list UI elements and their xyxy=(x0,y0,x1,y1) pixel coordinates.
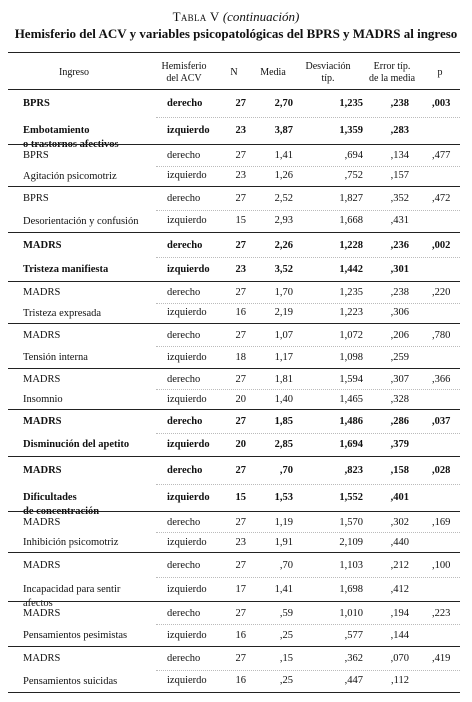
n-cell: 27 xyxy=(235,287,246,298)
table-group xyxy=(8,647,460,692)
n-cell: 20 xyxy=(235,394,246,405)
n-cell: 23 xyxy=(235,537,246,548)
media-cell: 2,85 xyxy=(274,439,293,450)
media-cell: 1,19 xyxy=(274,517,293,528)
error-cell: ,286 xyxy=(390,416,409,427)
variable-name: Inhibición psicomotriz xyxy=(23,537,119,548)
desviacion-cell: 1,010 xyxy=(339,608,363,619)
hemisphere-cell: derecho xyxy=(167,465,203,476)
variable-name: Embotamiento o trastornos afectivos xyxy=(23,125,119,150)
hemisphere-cell: izquierdo xyxy=(167,170,207,181)
n-cell: 27 xyxy=(235,560,246,571)
hemisphere-cell: izquierdo xyxy=(167,215,207,226)
header-media: Media xyxy=(260,67,286,78)
header-error-line1: Error típ. xyxy=(373,61,411,72)
table-caption xyxy=(0,9,472,24)
media-cell: 1,41 xyxy=(274,150,293,161)
desviacion-cell: 1,228 xyxy=(339,240,363,251)
variable-name: Pensamientos suicidas xyxy=(23,675,118,687)
row-separator xyxy=(156,624,460,625)
n-cell: 27 xyxy=(235,608,246,619)
hemisphere-cell: derecho xyxy=(167,240,203,251)
header-hemisferio xyxy=(152,58,216,88)
header-desviacion-line2: típ. xyxy=(321,73,335,84)
scale-name: MADRS xyxy=(23,560,61,571)
continuation-note: (continuación) xyxy=(222,9,300,24)
media-cell: 1,91 xyxy=(274,537,293,548)
desviacion-cell: 1,552 xyxy=(339,492,363,503)
variable-name: Tristeza manifiesta xyxy=(23,264,109,275)
hemisphere-cell: derecho xyxy=(167,517,201,528)
hemisphere-cell: izquierdo xyxy=(167,264,210,275)
variable-name: Pensamientos pesimistas xyxy=(23,630,128,641)
hemisphere-cell: izquierdo xyxy=(167,352,207,363)
variable-label xyxy=(23,464,99,518)
error-cell: ,307 xyxy=(390,374,409,385)
p-value-cell: ,037 xyxy=(432,416,451,427)
error-cell: ,431 xyxy=(390,215,409,226)
table-title: Hemisferio del ACV y variables psicopatológicas del BPRS y MADRS al ingreso xyxy=(14,26,458,41)
variable-label xyxy=(23,239,108,277)
scale-name: BPRS xyxy=(23,98,50,109)
hemisphere-cell: derecho xyxy=(167,193,201,204)
header-error-line2: de la media xyxy=(368,73,416,84)
row-separator xyxy=(156,670,460,671)
hemisphere-cell: derecho xyxy=(167,150,201,161)
n-cell: 16 xyxy=(235,675,246,686)
desviacion-cell: 1,465 xyxy=(339,394,363,405)
error-cell: ,306 xyxy=(390,307,409,318)
error-cell: ,134 xyxy=(390,150,409,161)
hemisphere-cell: izquierdo xyxy=(167,630,207,641)
hemisphere-cell: izquierdo xyxy=(167,394,207,405)
desviacion-cell: ,752 xyxy=(344,170,363,181)
desviacion-cell: 1,359 xyxy=(339,125,363,136)
error-cell: ,352 xyxy=(390,193,409,204)
media-cell: 2,26 xyxy=(274,240,293,251)
hemisphere-cell: izquierdo xyxy=(167,492,210,503)
row-separator xyxy=(156,346,460,347)
row-separator xyxy=(156,484,460,485)
scale-name: MADRS xyxy=(23,517,61,528)
desviacion-cell: ,577 xyxy=(344,630,363,641)
scale-name: MADRS xyxy=(23,287,61,298)
table-group xyxy=(8,553,460,609)
hemisphere-cell: izquierdo xyxy=(167,584,207,595)
table-group xyxy=(8,324,460,368)
n-cell: 27 xyxy=(235,465,246,476)
variable-name: Agitación psicomotriz xyxy=(23,170,117,182)
p-value-cell: ,472 xyxy=(432,193,451,204)
p-value-cell: ,477 xyxy=(432,150,451,161)
variable-name: Tensión interna xyxy=(23,352,88,363)
n-cell: 16 xyxy=(235,630,246,641)
hemisphere-cell: derecho xyxy=(167,416,203,427)
table-label: Tabla V xyxy=(172,9,220,24)
n-cell: 17 xyxy=(235,584,246,595)
header-error xyxy=(360,58,424,88)
hemisphere-cell: derecho xyxy=(167,560,201,571)
hemisphere-cell: derecho xyxy=(167,330,201,341)
top-rule xyxy=(8,52,460,53)
n-cell: 27 xyxy=(235,330,246,341)
table-group xyxy=(8,410,460,456)
variable-label xyxy=(23,373,63,407)
desviacion-cell: 1,442 xyxy=(339,264,363,275)
variable-label xyxy=(23,516,118,550)
n-cell: 20 xyxy=(235,439,246,450)
media-cell: 2,52 xyxy=(274,193,293,204)
n-cell: 23 xyxy=(235,125,246,136)
desviacion-cell: 1,570 xyxy=(339,517,363,528)
header-p: p xyxy=(437,67,443,78)
media-cell: ,70 xyxy=(279,560,293,571)
desviacion-cell: 1,694 xyxy=(339,439,363,450)
n-cell: 27 xyxy=(235,240,246,251)
n-cell: 27 xyxy=(235,416,246,427)
media-cell: 1,53 xyxy=(274,492,293,503)
n-cell: 18 xyxy=(235,352,246,363)
desviacion-cell: 1,235 xyxy=(339,98,363,109)
table-group xyxy=(8,90,460,150)
header-desviacion xyxy=(296,58,360,88)
variable-name: Desorientación y confusión xyxy=(23,215,139,227)
n-cell: 27 xyxy=(235,193,246,204)
scale-name: MADRS xyxy=(23,416,62,427)
error-cell: ,440 xyxy=(390,537,409,548)
error-cell: ,194 xyxy=(390,608,409,619)
hemisphere-cell: derecho xyxy=(167,98,203,109)
variable-label xyxy=(23,329,88,365)
variable-label xyxy=(23,415,129,452)
media-cell: 2,19 xyxy=(274,307,293,318)
n-cell: 27 xyxy=(235,98,246,109)
table-group xyxy=(8,369,460,409)
table-group xyxy=(8,233,460,281)
hemisphere-cell: derecho xyxy=(167,287,201,298)
hemisphere-cell: izquierdo xyxy=(167,307,207,318)
error-cell: ,212 xyxy=(390,560,409,571)
media-cell: 1,40 xyxy=(274,394,293,405)
p-value-cell: ,780 xyxy=(432,330,451,341)
hemisphere-cell: izquierdo xyxy=(167,537,207,548)
table-group xyxy=(8,282,460,323)
error-cell: ,206 xyxy=(390,330,409,341)
variable-name: Tristeza expresada xyxy=(23,307,102,319)
hemisphere-cell: derecho xyxy=(167,653,201,664)
media-cell: 1,07 xyxy=(274,330,293,341)
p-value-cell: ,366 xyxy=(432,374,451,385)
row-separator xyxy=(156,210,460,211)
error-cell: ,112 xyxy=(391,675,409,686)
n-cell: 27 xyxy=(235,150,246,161)
desviacion-cell: 1,072 xyxy=(339,330,363,341)
variable-name: Incapacidad para sentir afectos xyxy=(23,584,121,609)
scale-name: MADRS xyxy=(23,374,61,385)
table-group xyxy=(8,187,460,232)
header-ingreso: Ingreso xyxy=(59,67,89,78)
error-cell: ,302 xyxy=(390,517,409,528)
desviacion-cell: 1,594 xyxy=(339,374,363,385)
error-cell: ,236 xyxy=(390,240,409,251)
row-separator xyxy=(156,389,460,390)
error-cell: ,158 xyxy=(390,465,409,476)
error-cell: ,070 xyxy=(390,653,409,664)
media-cell: 2,93 xyxy=(274,215,293,226)
error-cell: ,238 xyxy=(390,287,409,298)
error-cell: ,301 xyxy=(390,264,409,275)
p-value-cell: ,419 xyxy=(432,653,451,664)
desviacion-cell: ,447 xyxy=(344,675,363,686)
desviacion-cell: ,362 xyxy=(344,653,363,664)
p-value-cell: ,002 xyxy=(432,240,451,251)
n-cell: 27 xyxy=(235,653,246,664)
header-hemisferio-line1: Hemisferio xyxy=(161,61,207,72)
table-group xyxy=(8,145,460,186)
variable-label xyxy=(23,652,117,688)
media-cell: 3,87 xyxy=(274,125,293,136)
scale-name: MADRS xyxy=(23,653,61,664)
error-cell: ,401 xyxy=(390,492,409,503)
desviacion-cell: 2,109 xyxy=(339,537,363,548)
media-cell: ,15 xyxy=(279,653,293,664)
error-cell: ,144 xyxy=(390,630,409,641)
desviacion-cell: 1,486 xyxy=(339,416,363,427)
desviacion-cell: ,694 xyxy=(344,150,363,161)
row-separator xyxy=(156,433,460,434)
header-n: N xyxy=(230,67,238,78)
row-separator xyxy=(156,303,460,304)
hemisphere-cell: izquierdo xyxy=(167,125,210,136)
header-desviacion-line1: Desviación xyxy=(305,61,351,72)
header-hemisferio-line2: del ACV xyxy=(166,73,202,84)
scale-name: BPRS xyxy=(23,193,49,204)
row-separator xyxy=(156,532,460,533)
n-cell: 15 xyxy=(235,215,246,226)
desviacion-cell: 1,827 xyxy=(339,193,363,204)
desviacion-cell: ,823 xyxy=(344,465,363,476)
variable-label xyxy=(23,607,127,643)
error-cell: ,238 xyxy=(390,98,409,109)
scale-name: MADRS xyxy=(23,330,61,341)
row-separator xyxy=(156,577,460,578)
n-cell: 23 xyxy=(235,170,246,181)
error-cell: ,328 xyxy=(390,394,409,405)
media-cell: 1,70 xyxy=(274,287,293,298)
table-group xyxy=(8,512,460,552)
variable-label xyxy=(23,97,119,151)
variable-name: Dificultades de concentración xyxy=(23,492,100,517)
media-cell: 1,17 xyxy=(274,352,293,363)
desviacion-cell: 1,223 xyxy=(339,307,363,318)
table-group xyxy=(8,457,460,517)
desviacion-cell: 1,698 xyxy=(339,584,363,595)
desviacion-cell: 1,103 xyxy=(339,560,363,571)
hemisphere-cell: izquierdo xyxy=(167,439,210,450)
scale-name: MADRS xyxy=(23,240,62,251)
error-cell: ,379 xyxy=(390,439,409,450)
n-cell: 27 xyxy=(235,374,246,385)
p-value-cell: ,220 xyxy=(432,287,451,298)
variable-name: Insomnio xyxy=(23,394,63,405)
variable-name: Disminución del apetito xyxy=(23,439,130,450)
row-separator xyxy=(156,166,460,167)
p-value-cell: ,003 xyxy=(432,98,451,109)
table-group xyxy=(8,602,460,646)
hemisphere-cell: derecho xyxy=(167,374,201,385)
media-cell: ,59 xyxy=(279,608,293,619)
p-value-cell: ,100 xyxy=(432,560,451,571)
variable-label xyxy=(23,286,101,320)
hemisphere-cell: derecho xyxy=(167,608,201,619)
error-cell: ,259 xyxy=(390,352,409,363)
variable-label xyxy=(23,192,138,228)
n-cell: 15 xyxy=(235,492,246,503)
desviacion-cell: 1,098 xyxy=(339,352,363,363)
media-cell: 1,41 xyxy=(274,584,293,595)
p-value-cell: ,169 xyxy=(432,517,451,528)
p-value-cell: ,223 xyxy=(432,608,451,619)
n-cell: 23 xyxy=(235,264,246,275)
media-cell: 2,70 xyxy=(274,98,293,109)
error-cell: ,412 xyxy=(390,584,409,595)
desviacion-cell: 1,235 xyxy=(339,287,363,298)
group-rule xyxy=(8,692,460,693)
n-cell: 16 xyxy=(235,307,246,318)
desviacion-cell: 1,668 xyxy=(339,215,363,226)
media-cell: 1,85 xyxy=(274,416,293,427)
error-cell: ,283 xyxy=(390,125,409,136)
error-cell: ,157 xyxy=(390,170,409,181)
row-separator xyxy=(156,257,460,258)
scale-name: MADRS xyxy=(23,465,62,476)
media-cell: ,70 xyxy=(279,465,293,476)
n-cell: 27 xyxy=(235,517,246,528)
media-cell: 3,52 xyxy=(274,264,293,275)
media-cell: ,25 xyxy=(279,630,293,641)
media-cell: 1,26 xyxy=(274,170,293,181)
hemisphere-cell: izquierdo xyxy=(167,675,207,686)
media-cell: 1,81 xyxy=(274,374,293,385)
scale-name: MADRS xyxy=(23,608,61,619)
row-separator xyxy=(156,117,460,118)
p-value-cell: ,028 xyxy=(432,465,451,476)
media-cell: ,25 xyxy=(279,675,293,686)
scale-name: BPRS xyxy=(23,150,49,161)
variable-label xyxy=(23,149,117,183)
